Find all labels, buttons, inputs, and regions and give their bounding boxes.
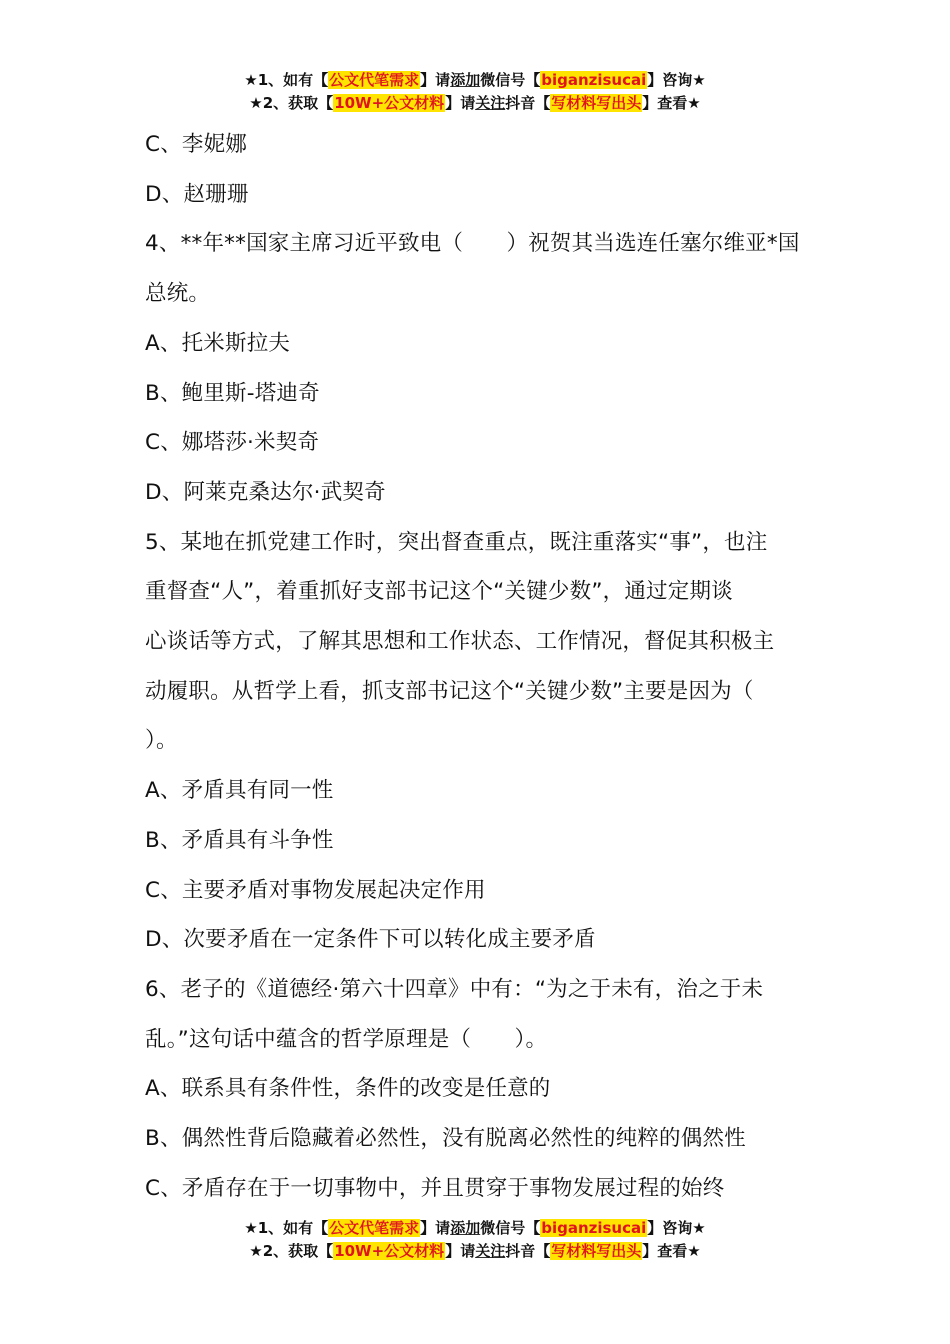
banner-highlight: biganzisucai xyxy=(541,71,647,89)
question-line: 乱。”这句话中蕴含的哲学原理是（ ）。 xyxy=(145,1026,548,1052)
banner-text: 】咨询★ xyxy=(647,71,706,89)
option-line: B、偶然性背后隐藏着必然性，没有脱离必然性的纯粹的偶然性 xyxy=(145,1126,746,1152)
document-body xyxy=(145,120,810,1213)
banner-highlight: 写材料写出头 xyxy=(551,1242,642,1260)
option-line: C、李妮娜 xyxy=(145,132,248,157)
question-line: 重督查“人”，着重抓好支部书记这个“关键少数”，通过定期谈 xyxy=(145,579,733,605)
banner-text: 】查看★ xyxy=(642,1242,701,1260)
banner-text: 微信号【 xyxy=(480,71,541,89)
banner-text: 】查看★ xyxy=(642,94,701,112)
banner-highlight: biganzisucai xyxy=(541,1219,647,1237)
option-line: C、主要矛盾对事物发展起决定作用 xyxy=(145,877,486,903)
banner-underlined-text: 关注 xyxy=(475,94,506,112)
option-line: B、鲍里斯-塔迪奇 xyxy=(145,380,320,406)
banner-text: 】请 xyxy=(445,94,476,112)
option-line: A、联系具有条件性，条件的改变是任意的 xyxy=(145,1076,551,1102)
option-line: A、矛盾具有同一性 xyxy=(145,778,334,804)
banner-underlined-text: 关注 xyxy=(475,1242,506,1260)
banner-underlined-text: 添加 xyxy=(450,1219,481,1237)
question-line: 总统。 xyxy=(145,281,211,307)
banner-text: 抖音【 xyxy=(505,94,551,112)
option-line: D、次要矛盾在一定条件下可以转化成主要矛盾 xyxy=(145,927,596,953)
banner-text: 】咨询★ xyxy=(647,1219,706,1237)
footer-banner xyxy=(0,1217,950,1263)
option-line: B、矛盾具有斗争性 xyxy=(145,827,334,853)
banner-line-1 xyxy=(0,1217,950,1240)
option-line: A、托米斯拉夫 xyxy=(145,330,291,356)
banner-text: 】请 xyxy=(420,71,451,89)
option-line: C、矛盾存在于一切事物中，并且贯穿于事物发展过程的始终 xyxy=(145,1175,725,1201)
header-banner xyxy=(0,69,950,115)
option-line: D、阿莱克桑达尔·武契奇 xyxy=(145,479,386,505)
banner-line-2 xyxy=(0,1240,950,1263)
banner-line-2 xyxy=(0,92,950,115)
banner-text: ★2、获取【 xyxy=(249,1242,334,1260)
banner-line-1 xyxy=(0,69,950,92)
banner-text: ★2、获取【 xyxy=(249,94,334,112)
banner-text: 】请 xyxy=(420,1219,451,1237)
banner-highlight: 10W+公文材料 xyxy=(334,1242,445,1260)
banner-text: 微信号【 xyxy=(480,1219,541,1237)
banner-underlined-text: 添加 xyxy=(450,71,481,89)
banner-highlight: 公文代笔需求 xyxy=(329,71,420,89)
banner-highlight: 10W+公文材料 xyxy=(334,94,445,112)
question-line: 心谈话等方式，了解其思想和工作状态、工作情况，督促其积极主 xyxy=(145,629,775,655)
banner-highlight: 写材料写出头 xyxy=(551,94,642,112)
question-line: ）。 xyxy=(145,728,178,754)
question-line: 4、**年**国家主席习近平致电（ ）祝贺其当选连任塞尔维亚*国 xyxy=(145,231,800,257)
banner-text: 抖音【 xyxy=(505,1242,551,1260)
question-line: 5、某地在抓党建工作时，突出督查重点，既注重落实“事”，也注 xyxy=(145,529,768,555)
banner-text: ★1、如有【 xyxy=(244,71,329,89)
option-line: D、赵珊珊 xyxy=(145,181,249,207)
banner-text: 】请 xyxy=(445,1242,476,1260)
banner-highlight: 公文代笔需求 xyxy=(329,1219,420,1237)
question-line: 6、老子的《道德经·第六十四章》中有：“为之于未有，治之于未 xyxy=(145,976,764,1002)
question-line: 动履职。从哲学上看，抓支部书记这个“关键少数”主要是因为（ xyxy=(145,678,754,704)
banner-text: ★1、如有【 xyxy=(244,1219,329,1237)
option-line: C、娜塔莎·米契奇 xyxy=(145,430,320,456)
